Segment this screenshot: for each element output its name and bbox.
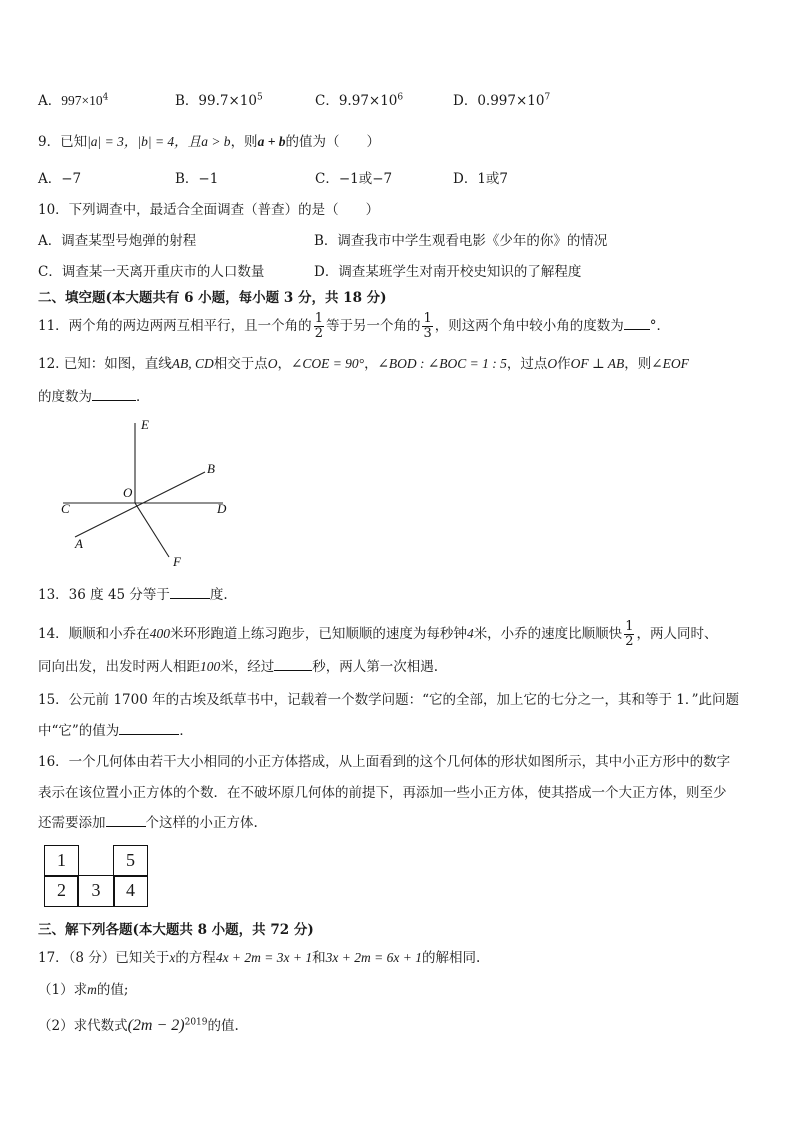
q16-line1: 16．一个几何体由若干大小相同的小正方体搭成，从上面看到的这个几何体的形状如图所示，其中小正方形中的数字 [38, 754, 731, 770]
grid-cell-r1c3: 5 [113, 845, 148, 877]
q8-option-c: C．$9.97\times 10^6$ [315, 92, 404, 109]
q10-option-d: D．调查某班学生对南开校史知识的了解程度 [314, 264, 582, 280]
label-c: C [61, 501, 70, 516]
q14-line2: 同向出发，出发时两人相距100米，经过 秒，两人第一次相遇. [38, 659, 439, 675]
label-d: D [217, 501, 227, 516]
q10-stem: 10．下列调查中，最适合全面调查（普查）的是（ ） [38, 202, 380, 218]
q15-line2: 中“它”的值为 ． [38, 723, 193, 739]
label-o: O [123, 485, 133, 500]
answer-blank [92, 388, 136, 401]
q8-option-a: A．$997\times 10^4$ [38, 92, 109, 109]
fraction-one-half: $\frac{1}{2}$ [625, 619, 634, 649]
answer-blank [170, 586, 210, 599]
grid-cell-r2c3: 4 [113, 875, 148, 907]
q16-line3: 还需要添加 个这样的小正方体. [38, 815, 258, 831]
q14-line1: 14．顺顺和小乔在400米环形跑道上练习跑步，已知顺顺的速度为每秒钟4米，小乔的速度比顺顺快 $\frac{1}{2}$ ，两人同时、 [38, 619, 718, 649]
q9-option-d: D．1或7 [453, 171, 509, 187]
grid-cell-r2c1: 2 [44, 875, 79, 907]
q10-option-a: A．调查某型号炮弹的射程 [38, 233, 197, 249]
answer-blank [119, 722, 179, 735]
answer-blank [624, 317, 650, 330]
q17-stem: 17．（8 分）已知关于x的方程4x + 2m = 3x + 1和3x + 2m = 6x + 1的解相同. [38, 950, 481, 966]
fraction-one-half: $\frac{1}{2}$ [314, 311, 323, 341]
q12-line2: 的度数为 ． [38, 389, 150, 405]
q8-option-b: B．$99.7\times 10^5$ [175, 92, 263, 109]
ray-of [135, 503, 169, 557]
q12-line1: 12. 已知：如图，直线AB, CD相交于点O，∠COE = 90°，∠BOD : ∠BOC = 1 : 5，过点O作OF ⊥ AB，则∠EOF [38, 356, 689, 372]
fraction-one-third: $\frac{1}{3}$ [423, 311, 432, 341]
label-a: A [75, 536, 83, 551]
line-ab [75, 472, 205, 537]
section-2-heading: 二、填空题(本大题共有 6 小题，每小题 3 分，共 18 分) [38, 290, 387, 306]
answer-blank [106, 814, 146, 827]
section-3-heading: 三、解下列各题(本大题共 8 小题，共 72 分) [38, 922, 314, 938]
q10-option-c: C．调查某一天离开重庆市的人口数量 [38, 264, 265, 280]
q9-option-b: B．−1 [175, 171, 219, 187]
q16-line2: 表示在该位置小正方体的个数．在不破坏原几何体的前提下，再添加一些小正方体，使其搭成一个大正方体，则至少 [38, 785, 727, 801]
q17-part2: （2）求代数式$(2m - 2)^{2019}$的值. [38, 1017, 239, 1034]
q13: 13．36 度 45 分等于 度. [38, 587, 228, 603]
q8-option-d: D．$0.997\times 10^7$ [453, 92, 551, 109]
grid-cell-r1c1: 1 [44, 845, 79, 877]
top-view-grid [44, 845, 148, 907]
q12-angle-figure [55, 415, 245, 575]
q9-option-a: A．−7 [38, 171, 82, 187]
label-f: F [173, 554, 181, 569]
grid-cell-r2c2: 3 [77, 875, 115, 907]
answer-blank [274, 658, 312, 671]
q9-stem: 9．已知|a| = 3，|b| = 4，且a > b，则a + b的值为（ ） [38, 134, 381, 150]
q11: 11．两个角的两边两两互相平行，且一个角的 $\frac{1}{2}$ 等于另一个角的 $\frac{1}{3}$ ，则这两个角中较小角的度数为 °． [38, 311, 670, 341]
q17-part1: （1）求m的值; [38, 982, 129, 998]
q9-option-c: C．−1或−7 [315, 171, 393, 187]
label-b: B [207, 461, 215, 476]
q15-line1: 15．公元前 1700 年的古埃及纸草书中，记载着一个数学问题：“它的全部，加上它的七分之一，其和等于 1．”此问题 [38, 692, 740, 708]
label-e: E [141, 417, 149, 432]
q10-option-b: B．调查我市中学生观看电影《少年的你》的情况 [314, 233, 608, 249]
